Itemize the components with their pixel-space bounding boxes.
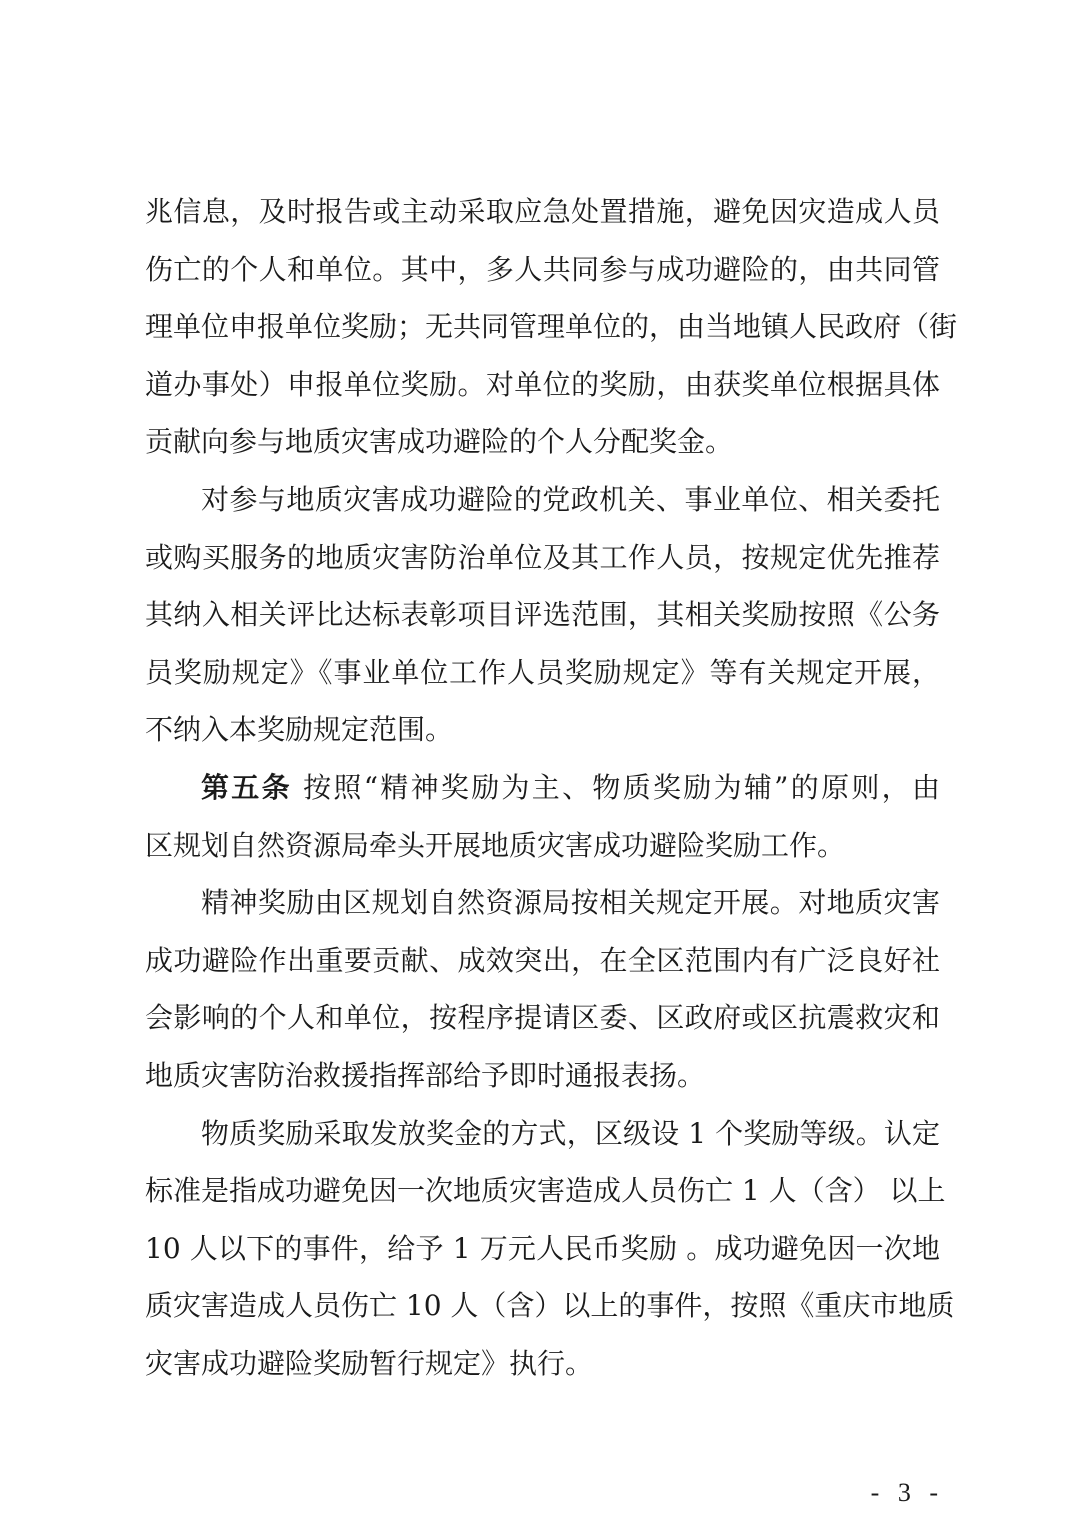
article-paragraph: [145, 759, 940, 874]
text-line: 道办事处）申报单位奖励。对单位的奖励，由获奖单位根据具体: [145, 367, 940, 401]
text-line: 精神奖励由区规划自然资源局按相关规定开展。对地质灾害: [201, 886, 940, 920]
paragraph: [145, 471, 940, 759]
paragraph: [145, 1105, 955, 1393]
text-line: 理单位申报单位奖励；无共同管理单位的，由当地镇人民政府（街: [145, 310, 958, 344]
text-line: 不纳入本奖励规定范围。: [145, 713, 454, 747]
text-line: 质灾害造成人员伤亡 10 人（含）以上的事件，按照《重庆市地质: [145, 1289, 955, 1323]
article-heading: 第五条: [201, 770, 292, 804]
text-line: 员奖励规定》《事业单位工作人员奖励规定》等有关规定开展，: [145, 655, 940, 689]
text-line: 兆信息，及时报告或主动采取应急处置措施，避免因灾造成人员: [145, 195, 940, 228]
text-line: 或购买服务的地质灾害防治单位及其工作人员，按规定优先推荐: [145, 540, 940, 574]
text-line: 对参与地质灾害成功避险的党政机关、事业单位、相关委托: [201, 482, 940, 516]
text-line: 灾害成功避险奖励暂行规定》执行。: [145, 1346, 594, 1380]
text-line: [145, 759, 940, 817]
paragraph: [145, 874, 940, 1104]
text-line: 伤亡的个人和单位。其中，多人共同参与成功避险的，由共同管: [145, 252, 940, 286]
text-line: 10 人以下的事件，给予 1 万元人民币奖励 。成功避免因一次地: [145, 1231, 940, 1265]
text-line: 物质奖励采取发放奖金的方式，区级设 1 个奖励等级。认定: [201, 1116, 940, 1150]
paragraph: [145, 183, 958, 471]
text-line: 其纳入相关评比达标表彰项目评选范围，其相关奖励按照《公务: [145, 598, 940, 632]
article-text: 按照“精神奖励为主、物质奖励为辅”的原则，由: [291, 770, 940, 804]
text-line: 成功避险作出重要贡献、成效突出，在全区范围内有广泛良好社: [145, 943, 940, 977]
text-line: 地质灾害防治救援指挥部给予即时通报表扬。: [145, 1058, 706, 1092]
document-body: [145, 183, 958, 1392]
text-line: 贡献向参与地质灾害成功避险的个人分配奖金。: [145, 425, 734, 459]
text-line: 标准是指成功避免因一次地质灾害造成人员伤亡 1 人（含） 以上: [145, 1174, 946, 1208]
text-line: 区规划自然资源局牵头开展地质灾害成功避险奖励工作。: [145, 828, 846, 862]
text-line: 会影响的个人和单位，按程序提请区委、区政府或区抗震救灾和: [145, 1001, 940, 1035]
page-number: - 3 -: [870, 1478, 944, 1507]
